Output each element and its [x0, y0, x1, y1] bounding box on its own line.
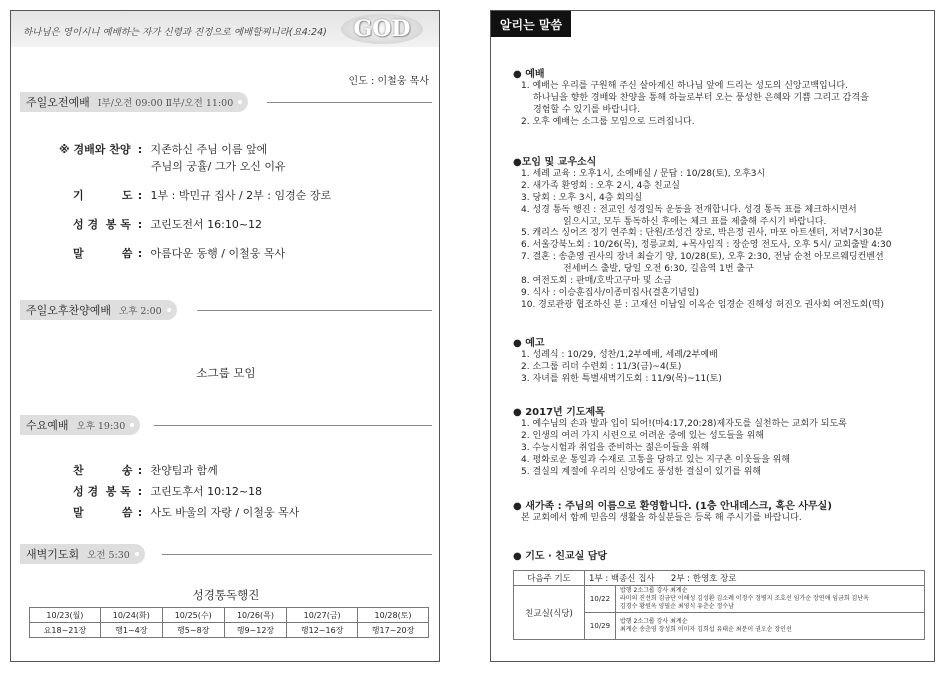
- duty-line: 김경수 황원옥 양필순 최영식 유춘순 정수남: [620, 603, 734, 610]
- table-row: [30, 608, 429, 623]
- table-cell: 행5~8장: [162, 623, 224, 638]
- section-morning-service: [20, 92, 432, 112]
- order-label: 성 경 봉 독: [73, 218, 131, 231]
- table-cell: 10/28(토): [358, 608, 429, 623]
- list-item: 1. 예배는 우리를 구원해 주신 살아계신 하나님 앞에 드리는 성도의 신앙고백입니다.: [521, 80, 848, 91]
- order-row-praise: ※ 경배와 찬양 : 지존하신 주님 이름 앞에: [59, 143, 268, 156]
- announcements-page: [490, 10, 935, 662]
- order-value: 주님의 궁휼/ 그가 오신 이유: [151, 160, 286, 173]
- table-cell: 10/27(금): [287, 608, 358, 623]
- list-item: 10. 경로관광 협조하신 분 : 고재선 이남일 이옥순 임경순 진해성 허진오 권사회 여전도회(떡): [521, 299, 884, 310]
- order-value: 지존하신 주님 이름 앞에: [150, 143, 268, 156]
- section-heading: ● 예배: [513, 69, 545, 80]
- order-row-hymn: 찬 송 : 찬양팀과 함께: [73, 464, 218, 477]
- section-tag: [20, 544, 145, 564]
- dot-icon: [238, 100, 242, 104]
- duty-line: 최계순 송춘영 장성희 이미자 김희섭 유태순 최분이 권오순 장인선: [620, 626, 792, 633]
- prayer-duty-table: [513, 570, 925, 640]
- meetings-notice: [513, 157, 933, 312]
- order-row-scripture: 성 경 봉 독 : 고린도후서 10:12~18: [73, 485, 263, 498]
- page-header: [11, 11, 440, 47]
- duty-line: 라미의 진선희 김금단 이해성 김성환 김소례 이정수 정병지 조호선 임가순 장연애 임금희 김난옥: [620, 595, 869, 602]
- list-item: 하나님을 향한 경배와 찬양을 통해 하늘로부터 오는 풍성한 은혜와 기쁨 그리고 감격을: [533, 92, 869, 103]
- divider: [197, 310, 432, 311]
- order-value: 찬양팀과 함께: [150, 464, 218, 477]
- list-item: 3. 자녀를 위한 특별새벽기도회 : 11/9(목)~11(토): [521, 373, 722, 384]
- order-row-prayer: 기 도 : 1부 : 박민규 집사 / 2부 : 임경순 장로: [73, 189, 332, 202]
- list-item: 2. 오후 예배는 소그룹 모임으로 드려집니다.: [521, 116, 695, 127]
- table-row: [514, 586, 925, 613]
- table-cell: 행9~12장: [224, 623, 287, 638]
- reading-schedule-table: [29, 607, 429, 638]
- order-row-scripture: 성 경 봉 독 : 고린도전서 16:10~12: [73, 218, 263, 231]
- section-dawn-prayer: [20, 544, 432, 564]
- duty-line: 밥행 2소그룹 강사 최계순: [620, 618, 688, 625]
- order-label: 말 씀: [73, 247, 133, 260]
- section-heading: ● 2017년 기도제목: [513, 407, 605, 418]
- list-item: 6. 서울강북노회 : 10/26(목), 정릉교회, +목사임직 : 장순영 전도사, 오후 5시/ 교회출발 4:30: [521, 240, 892, 251]
- list-item: 5. 캐리스 싱어즈 정기 연주회 : 단원/조성건 장로, 박은정 권사, 마포 아트센터, 저녁7시30분: [521, 228, 883, 239]
- list-item: 7. 결혼 : 송춘영 권사의 장녀 최슬기 양, 10/28(토), 오후 2:30, 전남 순천 아모르웨딩컨벤션: [521, 252, 884, 263]
- afternoon-body: 소그룹 모임: [196, 366, 256, 380]
- table-cell: 다음주 기도: [514, 571, 585, 586]
- list-item: 3. 당회 : 오후 3시, 4층 회의실: [521, 192, 643, 203]
- table-cell: 행12~16장: [287, 623, 358, 638]
- section-title: 주일오전예배: [26, 96, 90, 109]
- table-cell: 1부 : 백종신 집사 2부 : 한영호 장로: [585, 571, 925, 586]
- list-item: 2. 새가족 환영회 : 오후 2시, 4층 친교실: [521, 180, 680, 191]
- table-cell: [616, 586, 925, 613]
- order-value: 1부 : 박민규 집사 / 2부 : 임경순 장로: [150, 189, 332, 202]
- prayer-topics: [513, 407, 933, 478]
- order-value: 고린도후서 10:12~18: [150, 485, 263, 498]
- worship-order-page: [10, 10, 440, 662]
- list-item: 2. 인생의 여러 가지 시련으로 어려운 중에 있는 성도들을 위해: [521, 430, 764, 441]
- list-item: 1. 성례식 : 10/29, 성찬/1,2부예배, 세례/2부예배: [521, 349, 718, 360]
- table-cell: 요18~21장: [30, 623, 101, 638]
- section-heading: ●모임 및 교우소식: [513, 157, 597, 168]
- list-item: 3. 수능시험과 취업을 준비하는 젊은이들을 위해: [521, 442, 710, 453]
- order-value: 아름다운 동행 / 이철웅 목사: [150, 247, 286, 260]
- section-time: 오후 19:30: [76, 421, 126, 432]
- table-cell: 10/22: [585, 586, 616, 613]
- order-label: 성 경 봉 독: [73, 485, 131, 498]
- prayer-room-heading-wrap: [513, 551, 933, 563]
- list-item: 전세버스 출발, 당일 오전 6:30, 길음역 1번 출구: [563, 264, 754, 275]
- list-item: 2. 소그룹 리더 수련회 : 11/3(금)~4(토): [521, 361, 682, 372]
- preview-notice: [513, 338, 933, 386]
- table-row: [30, 623, 429, 638]
- section-tag: [20, 415, 140, 435]
- table-cell: 10/29: [585, 613, 616, 640]
- table-cell: 10/24(화): [100, 608, 162, 623]
- divider: [267, 102, 432, 103]
- list-item: 4. 평화로운 통일과 수재로 고통을 당하고 있는 지구촌 이웃들을 위해: [521, 454, 791, 465]
- section-time: 오전 5:30: [87, 550, 130, 561]
- header-verse: 하나님은 영이시니 예배하는 자가 신령과 진정으로 예배할찌니라(요4:24): [23, 27, 327, 38]
- list-item: 4. 성경 통독 행진 : 전교인 성경일독 운동을 전개합니다. 성경 통독 표를 체크하시면서: [521, 204, 857, 215]
- section-heading: ● 새가족 : 주님의 이름으로 환영합니다. (1층 안내데스크, 혹은 사무실): [513, 501, 832, 512]
- newcomer-notice: [513, 501, 933, 525]
- section-title: 주일오후찬양예배: [26, 304, 112, 317]
- duty-line: 밥행 2소그룹 강사 최계순: [620, 587, 688, 594]
- order-row-sermon: 말 씀 : 아름다운 동행 / 이철웅 목사: [73, 247, 286, 260]
- order-row-sermon: 말 씀 : 사도 바울의 자랑 / 이철웅 목사: [73, 506, 300, 519]
- table-cell: 친교실(식당): [514, 586, 585, 640]
- order-label: 기 도: [73, 189, 133, 202]
- section-heading: ● 기도 · 친교실 담당: [513, 551, 608, 562]
- table-cell: 행17~20장: [358, 623, 429, 638]
- worship-notice: [513, 69, 933, 129]
- order-label: ※ 경배와 찬양: [59, 143, 131, 156]
- table-cell: 10/23(월): [30, 608, 101, 623]
- dot-icon: [130, 423, 134, 427]
- list-item: 5. 결실의 계절에 우리의 신앙에도 풍성한 결실이 있기를 위해: [521, 466, 762, 477]
- dot-icon: [135, 552, 139, 556]
- table-cell: 10/26(목): [224, 608, 287, 623]
- list-item: 1. 예수님의 손과 발과 입이 되어!(마4:17,20:28)제자도를 실천하는 교회가 되도록: [521, 418, 847, 429]
- god-logo: GOD: [341, 14, 423, 44]
- section-title: 수요예배: [26, 419, 69, 432]
- preacher-label: 인도 : 이철웅 목사: [348, 76, 429, 87]
- list-item: 본 교회에서 함께 믿음의 생활을 하실분들은 등록 해 주시기를 바랍니다.: [521, 512, 802, 523]
- divider: [162, 554, 432, 555]
- section-time: Ⅰ부/오전 09:00 Ⅱ부/오전 11:00: [97, 98, 234, 109]
- list-item: 8. 여전도회 : 판매/호박고구마 및 소금: [521, 276, 672, 287]
- section-tag: [20, 92, 248, 112]
- list-item: 읽으시고, 모두 통독하신 후에는 체크 표를 제출해 주시기 바랍니다.: [563, 216, 827, 227]
- table-row: [514, 571, 925, 586]
- section-time: 오후 2:00: [119, 306, 162, 317]
- table-cell: 10/25(수): [162, 608, 224, 623]
- section-wednesday-service: [20, 415, 432, 435]
- notice-title: 알리는 말씀: [491, 11, 571, 37]
- order-value: 사도 바울의 자랑 / 이철웅 목사: [150, 506, 300, 519]
- order-label: 찬 송: [73, 464, 133, 477]
- section-heading: ● 예고: [513, 338, 545, 349]
- divider: [154, 425, 432, 426]
- dot-icon: [167, 308, 171, 312]
- order-label: 말 씀: [73, 506, 133, 519]
- order-value: 고린도전서 16:10~12: [150, 218, 263, 231]
- list-item: 9. 식사 : 이승훈집사/이종미집사(결혼기념일): [521, 287, 700, 298]
- table-cell: 행1~4장: [100, 623, 162, 638]
- list-item: 1. 세례 교육 : 오후1시, 소예배실 / 문답 : 10/28(토), 오후3시: [521, 168, 766, 179]
- order-row-praise-2: [151, 158, 286, 174]
- schedule-title: 성경통독행진: [192, 588, 260, 602]
- section-title: 새벽기도회: [26, 548, 80, 561]
- section-afternoon-service: [20, 300, 432, 320]
- table-cell: [616, 613, 925, 640]
- list-item: 경험할 수 있기를 바랍니다.: [533, 104, 641, 115]
- section-tag: [20, 300, 177, 320]
